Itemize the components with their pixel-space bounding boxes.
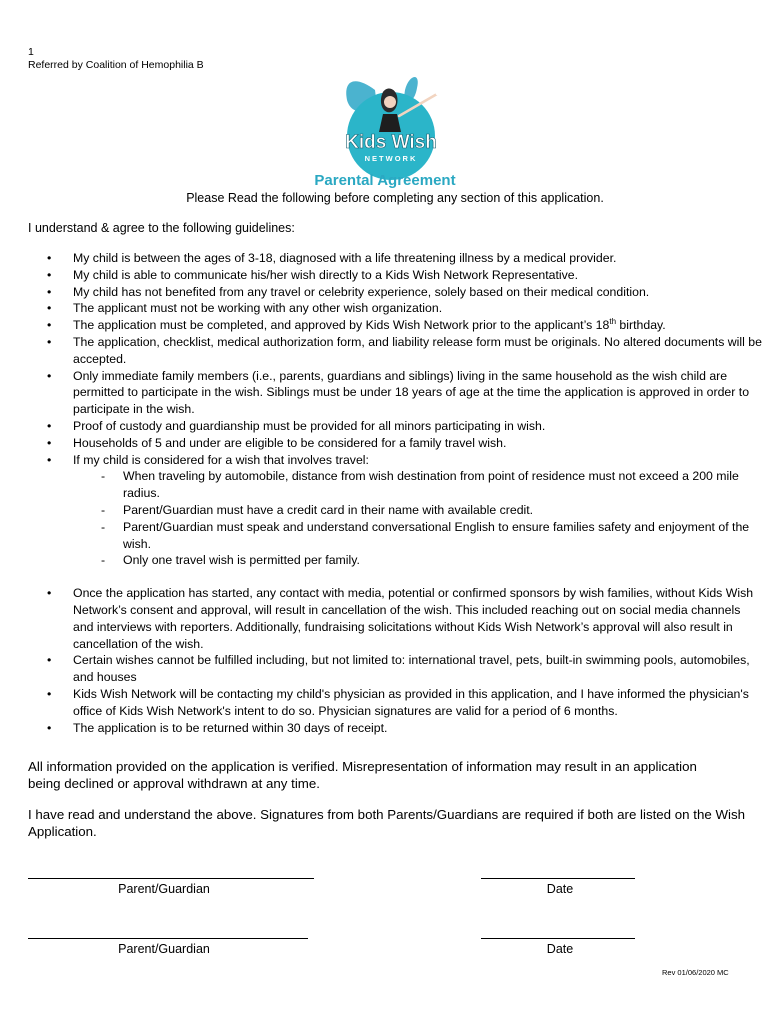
document-subtitle: Please Read the following before completing any section of this application.: [186, 191, 604, 205]
guideline-item: • Kids Wish Network will be contacting my child's physician as provided in this application, and I have informed the physician's office of Kids Wish Network's intent to do so. Physician signatures are valid for a period of 6 months.: [47, 686, 749, 718]
guideline-item: • Once the application has started, any contact with media, potential or confirmed sponsors by wish families, without Kids Wish Network’s consent and approval, will result in cancellation of the wish. This included reaching out on social media channels and interviews with reporters. Additionally, fundraising solicitations without Kids Wish Network’s approval will also result in cancellation of the wish.: [47, 586, 754, 651]
kids-wish-network-logo: [325, 70, 455, 182]
date-line-1[interactable]: [481, 878, 635, 879]
date-line-2[interactable]: [481, 938, 635, 939]
logo-text-kids-wish: Kids Wish: [345, 132, 437, 153]
travel-item: - Only one travel wish is permitted per family.: [101, 553, 360, 568]
logo-text-network: NETWORK: [364, 154, 418, 163]
guideline-item: • Only immediate family members (i.e., parents, guardians and siblings) living in the same household as the wish child are permitted to participate in the wish. Siblings must be under 18 years of age at the time the application is approved in order to participate in the wish.: [47, 368, 750, 417]
parent-guardian-label-1: Parent/Guardian: [118, 882, 210, 896]
verification-statement: All information provided on the application is verified. Misrepresentation of information may result in an application being declined or approval withdrawn at any time.: [28, 759, 697, 791]
guideline-item: • The application is to be returned within 30 days of receipt.: [47, 720, 388, 735]
revision-note: Rev 01/06/2020 MC: [662, 968, 729, 977]
guideline-item: • Certain wishes cannot be fulfilled including, but not limited to: international travel, pets, built-in swimming pools, automobiles, and houses: [47, 653, 750, 685]
guideline-item: • My child is between the ages of 3-18, diagnosed with a life threatening illness by a medical provider.: [47, 251, 617, 265]
page-number: 1: [28, 46, 34, 58]
guidelines-list: [28, 250, 763, 736]
guideline-item: • The applicant must not be working with any other wish organization.: [47, 301, 443, 316]
document-title: Parental Agreement: [314, 172, 456, 189]
date-label-1: Date: [546, 882, 574, 896]
travel-item: - Parent/Guardian must have a credit card in their name with available credit.: [101, 502, 534, 517]
referral-line: Referred by Coalition of Hemophilia B: [28, 59, 204, 71]
guideline-item-travel: • If my child is considered for a wish that involves travel: - When traveling by automobile, distance from wish destination from point of residence must not exceed a 200 mile radius. - Parent/Guardian must have a credit card in their name with available credit. - Parent/Guardian must speak and understand conversational English to ensure families safety and enjoyment of the wish. - Only one travel wish is permitted per family.: [28, 452, 763, 570]
date-label-2: Date: [546, 942, 574, 956]
guideline-item: • Proof of custody and guardianship must be provided for all minors participating in wish.: [47, 418, 546, 433]
parent-guardian-label-2: Parent/Guardian: [118, 942, 210, 956]
guideline-item: • Households of 5 and under are eligible to be considered for a family travel wish.: [47, 435, 507, 450]
travel-sublist: [73, 468, 763, 569]
guideline-item: • My child is able to communicate his/her wish directly to a Kids Wish Network Representative.: [47, 267, 579, 282]
guideline-item-birthday: • The application must be completed, and approved by Kids Wish Network prior to the applicant’s 18th birthday.: [47, 317, 666, 333]
guideline-item: • My child has not benefited from any travel or celebrity experience, solely based on their medical condition.: [47, 284, 650, 299]
guidelines-intro: I understand & agree to the following guidelines:: [28, 221, 295, 235]
guideline-item: • The application, checklist, medical authorization form, and liability release form must be originals. No altered documents will be accepted.: [47, 334, 762, 366]
acknowledgement-statement: I have read and understand the above. Signatures from both Parents/Guardians are required if both are listed on the Wish Application.: [28, 807, 745, 839]
travel-item: - When traveling by automobile, distance from wish destination from point of residence must not exceed a 200 mile radius.: [101, 469, 739, 501]
parent-signature-line-1[interactable]: [28, 878, 314, 879]
travel-item: - Parent/Guardian must speak and understand conversational English to ensure families safety and enjoyment of the wish.: [101, 519, 750, 551]
parent-signature-line-2[interactable]: [28, 938, 308, 939]
